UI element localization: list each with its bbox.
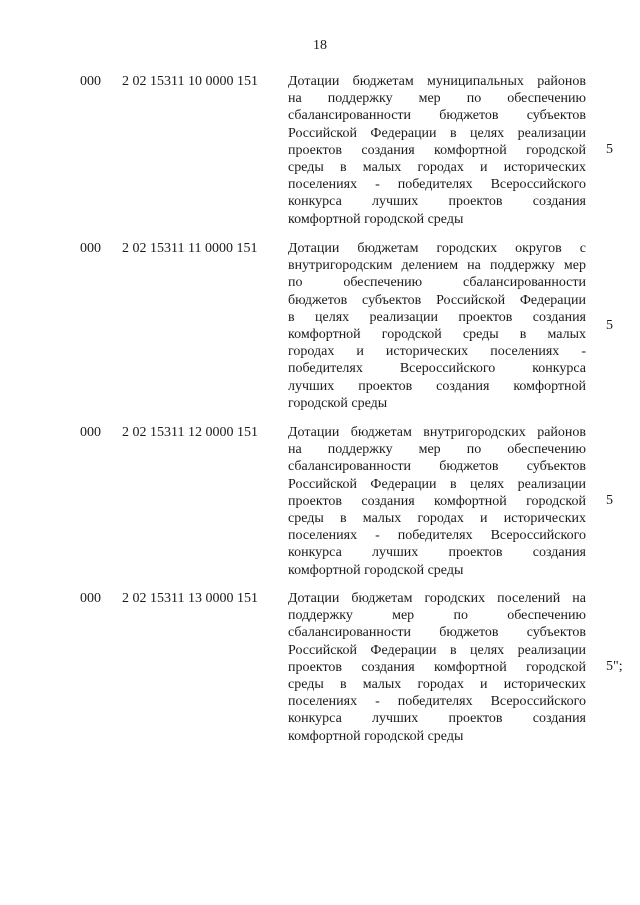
admin-code: 000 [80,241,101,256]
description-line: на поддержку мер по обеспечению [288,442,586,458]
description-line: конкурса лучших проектов создания [288,194,586,210]
page-number: 18 [313,38,327,53]
amount: 5 [606,142,613,158]
description-line: среды в малых городах и исторических [288,511,586,527]
description-line: поддержку мер по обеспечению [288,608,586,624]
description-line: сбалансированности бюджетов субъектов [288,108,586,124]
description-line: по обеспечению сбалансированности [288,275,586,291]
description-line: Дотации бюджетам муниципальных районов [288,74,586,89]
admin-code: 000 [80,425,101,440]
budget-code: 2 02 15311 11 0000 151 [122,241,258,256]
description-line: проектов создания комфортной городской [288,142,586,158]
description-line: Российской Федерации в целях реализации [288,642,586,658]
description-line: комфортной городской среды [288,211,464,227]
description [288,590,586,745]
description-line: на поддержку мер по обеспечению [288,91,586,107]
description-line: среды в малых городах и исторических [288,160,586,176]
description [288,73,586,228]
description-line: сбалансированности бюджетов субъектов [288,625,586,641]
description-line: Дотации бюджетам городских поселений на [288,591,586,606]
description-line: проектов создания комфортной городской [288,493,586,509]
description-line: поселениях - победителях Всероссийского [288,177,586,193]
description-line: Российской Федерации в целях реализации [288,125,586,141]
description-line: городах и исторических поселениях - [288,344,586,360]
admin-code: 000 [80,74,101,89]
description-line: городской среды [288,395,388,411]
description [288,424,586,579]
description-line: среды в малых городах и исторических [288,677,586,693]
admin-code: 000 [80,591,101,606]
budget-code: 2 02 15311 13 0000 151 [122,591,258,606]
description-line: в целях реализации проектов создания [288,309,586,325]
description-line: конкурса лучших проектов создания [288,711,586,727]
description-line: поселениях - победителях Всероссийского [288,694,586,710]
budget-code: 2 02 15311 10 0000 151 [122,74,258,89]
description-line: Дотации бюджетам внутригородских районов [288,425,586,440]
description-line: сбалансированности бюджетов субъектов [288,459,586,475]
description-line: лучших проектов создания комфортной [288,378,586,394]
amount: 5 [606,318,613,333]
description-line: комфортной городской среды [288,562,464,578]
description-line: победителях Всероссийского конкурса [288,361,586,377]
description-line: комфортной городской среды [288,728,464,744]
amount: 5 [606,493,613,509]
description-line: конкурса лучших проектов создания [288,545,586,561]
description-line: внутригородским делением на поддержку мер [288,258,586,274]
budget-code: 2 02 15311 12 0000 151 [122,425,258,440]
description-line: Дотации бюджетам городских округов с [288,241,586,256]
description-line: поселениях - победителях Всероссийского [288,528,586,544]
description [288,240,586,412]
description-line: проектов создания комфортной городской [288,659,586,675]
amount: 5"; [606,659,623,675]
description-line: Российской Федерации в целях реализации [288,476,586,492]
description-line: комфортной городской среды в малых [288,327,586,343]
description-line: бюджетов субъектов Российской Федерации [288,292,586,308]
